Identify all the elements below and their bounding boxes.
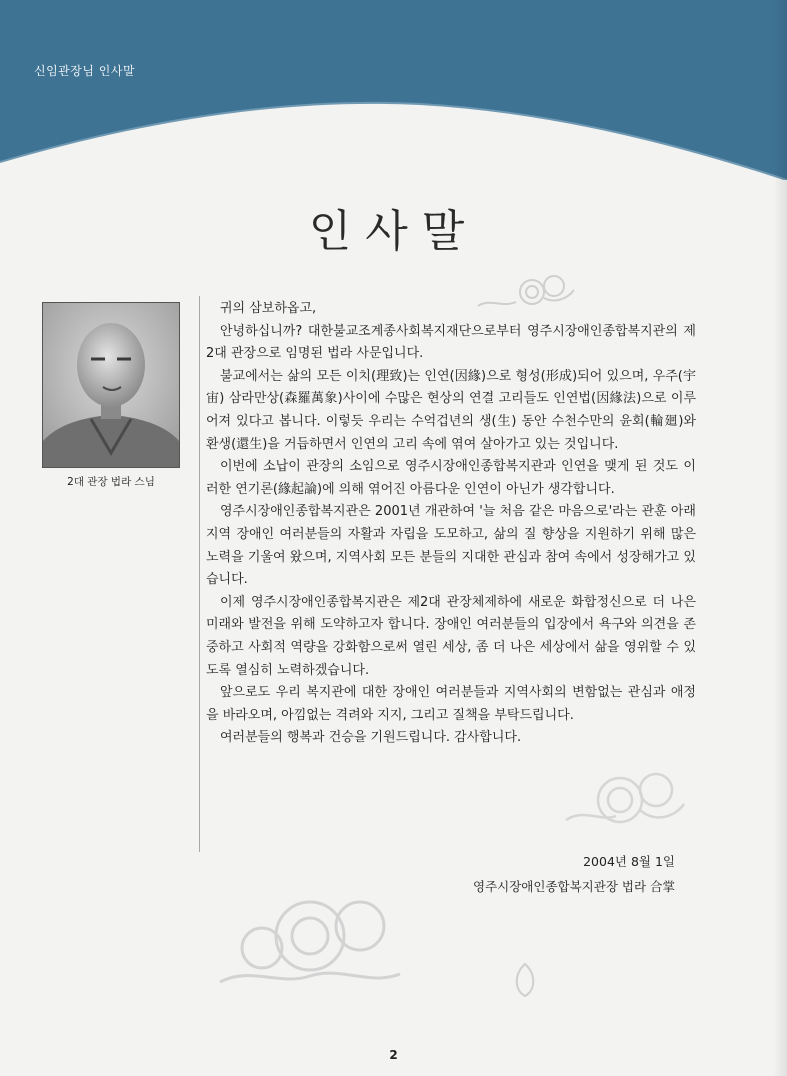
body-paragraph: 귀의 삼보하옵고, bbox=[220, 301, 317, 316]
cloud-ornament-icon bbox=[210, 886, 410, 996]
body-paragraph: 이번에 소납이 관장의 소임으로 영주시장애인종합복지관과 인연을 맺게 된 것도 이러한 연기론(緣起論)에 의해 엮어진 아름다운 인연이 아닌가 생각합니다. bbox=[206, 459, 696, 497]
portrait-caption: 2대 관장 법라 스님 bbox=[67, 476, 155, 488]
portrait-photo bbox=[42, 302, 180, 468]
header-band bbox=[0, 0, 787, 180]
body-paragraph: 앞으로도 우리 복지관에 대한 장애인 여러분들과 지역사회의 변함없는 관심과 애정을 바라오며, 아낌없는 격려와 지지, 그리고 질책을 부탁드립니다. bbox=[206, 685, 696, 723]
body-paragraph: 여러분들의 행복과 건승을 기원드립니다. 감사합니다. bbox=[220, 730, 522, 746]
signature-date: 2004년 8월 1일 bbox=[583, 854, 675, 869]
signature-name: 영주시장애인종합복지관장 법라 合掌 bbox=[473, 879, 675, 894]
cloud-ornament-icon bbox=[560, 760, 690, 840]
vertical-divider bbox=[199, 296, 200, 852]
logo-watermark-icon bbox=[510, 960, 540, 1000]
section-label: 신임관장님 인사말 bbox=[34, 64, 136, 78]
body-paragraph: 불교에서는 삶의 모든 이치(理致)는 인연(因緣)으로 형성(形成)되어 있으며, 우주(宇宙) 삼라만상(森羅萬象)사이에 수많은 현상의 연결 고리들도 인연법(因緣法)으로 이루어져 있다고 봅니다. 이렇듯 우리는 수억겁년의 생(生) 동안 수천수만의 윤회(輪廻)와 환생(還生)을 거듭하면서 인연의 고리 속에 엮여 살아가고 있는 것입니다. bbox=[206, 368, 696, 452]
page-title: 인사말 bbox=[308, 206, 479, 258]
page-number: 2 bbox=[389, 1048, 398, 1062]
body-paragraph: 영주시장애인종합복지관은 2001년 개관하여 '늘 처음 같은 마음으로'라는 관훈 아래 지역 장애인 여러분들의 자활과 자립을 도모하고, 삶의 질 향상을 지원하기 위해 많은 노력을 기울여 왔으며, 지역사회 모든 분들의 지대한 관심과 참여 속에서 성장해가고 있습니다. bbox=[206, 504, 696, 588]
body-paragraph: 안녕하십니까? 대한불교조계종사회복지재단으로부터 영주시장애인종합복지관의 제2대 관장으로 임명된 법라 사문입니다. bbox=[206, 323, 696, 362]
body-paragraph: 이제 영주시장애인종합복지관은 제2대 관장체제하에 새로운 화합정신으로 더 나은 미래와 발전을 위해 도약하고자 합니다. 장애인 여러분들의 입장에서 욕구와 의견을 존중하고 사회적 역량을 강화함으로써 열린 세상, 좀 더 나은 세상에서 삶을 영위할 수 있도록 열심히 노력하겠습니다. bbox=[206, 594, 696, 678]
greeting-body bbox=[206, 298, 696, 750]
page-edge-shadow bbox=[773, 0, 787, 1076]
